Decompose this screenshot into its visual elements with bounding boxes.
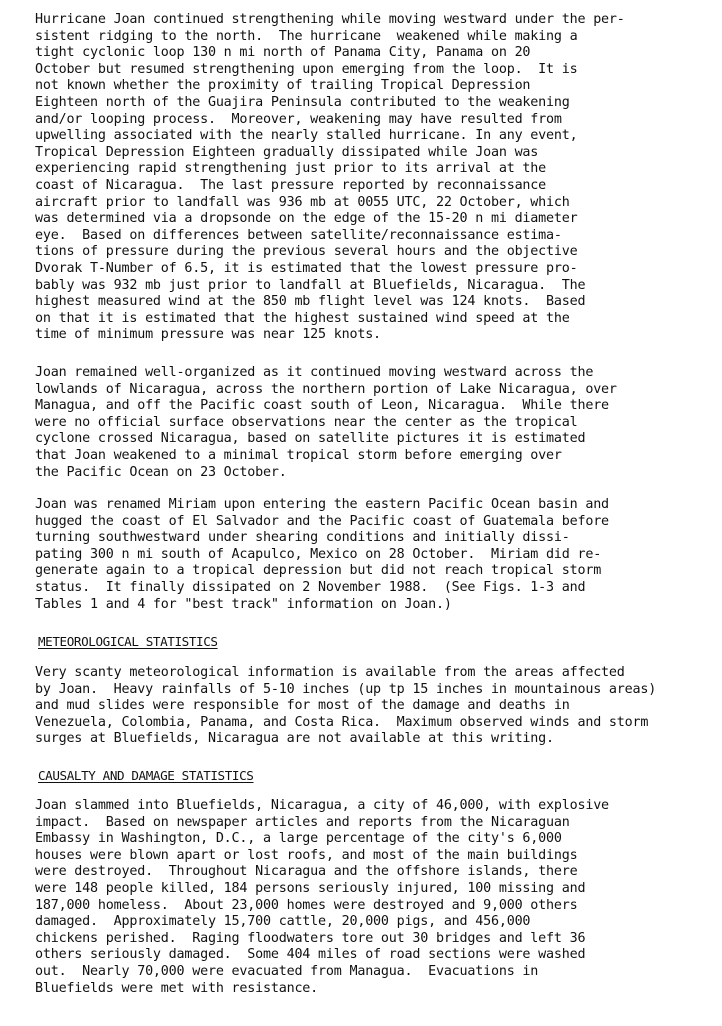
- text-line: damaged. Approximately 15,700 cattle, 20,000 pigs, and 456,000: [35, 914, 531, 930]
- text-line: tions of pressure during the previous several hours and the objective: [35, 244, 578, 260]
- text-line: were destroyed. Throughout Nicaragua and the offshore islands, there: [35, 864, 578, 880]
- text-line: by Joan. Heavy rainfalls of 5-10 inches (up tp 15 inches in mountainous areas): [35, 681, 657, 697]
- text-line: generate again to a tropical depression but did not reach tropical storm: [35, 563, 602, 579]
- text-line: highest measured wind at the 850 mb flight level was 124 knots. Based: [35, 294, 586, 310]
- paragraph-hurricane-strengthening: [35, 12, 625, 344]
- text-line: hugged the coast of El Salvador and the Pacific coast of Guatemala before: [35, 513, 609, 529]
- paragraph-bluefields-impact: [35, 798, 609, 997]
- text-line: sistent ridging to the north. The hurricane weakened while making a: [35, 28, 578, 44]
- paragraph-crossing-nicaragua: [35, 365, 617, 481]
- text-line: on that it is estimated that the highest sustained wind speed at the: [35, 310, 570, 326]
- text-line: tight cyclonic loop 130 n mi north of Panama City, Panama on 20: [35, 45, 531, 61]
- text-line: Bluefields were met with resistance.: [35, 980, 319, 996]
- text-line: the Pacific Ocean on 23 October.: [35, 464, 287, 480]
- text-line: houses were blown apart or lost roofs, and most of the main buildings: [35, 847, 578, 863]
- text-line: coast of Nicaragua. The last pressure reported by reconnaissance: [35, 177, 547, 193]
- text-line: bably was 932 mb just prior to landfall at Bluefields, Nicaragua. The: [35, 277, 586, 293]
- text-line: time of minimum pressure was near 125 knots.: [35, 327, 381, 343]
- text-line: not known whether the proximity of trailing Tropical Depression: [35, 78, 531, 94]
- text-line: Hurricane Joan continued strengthening while moving westward under the per-: [35, 12, 625, 27]
- text-line: out. Nearly 70,000 were evacuated from Managua. Evacuations in: [35, 963, 539, 979]
- text-line: eye. Based on differences between satellite/reconnaissance estima-: [35, 227, 562, 243]
- text-line: others seriously damaged. Some 404 miles of road sections were washed: [35, 947, 586, 963]
- text-line: that Joan weakened to a minimal tropical storm before emerging over: [35, 447, 562, 463]
- text-line: lowlands of Nicaragua, across the northern portion of Lake Nicaragua, over: [35, 381, 617, 397]
- text-line: Venezuela, Colombia, Panama, and Costa Rica. Maximum observed winds and storm: [35, 714, 649, 730]
- text-line: Embassy in Washington, D.C., a large percentage of the city's 6,000: [35, 831, 562, 847]
- text-line: impact. Based on newspaper articles and reports from the Nicaraguan: [35, 814, 570, 830]
- text-line: 187,000 homeless. About 23,000 homes were destroyed and 9,000 others: [35, 897, 578, 913]
- text-line: aircraft prior to landfall was 936 mb at 0055 UTC, 22 October, which: [35, 194, 570, 210]
- text-line: turning southwestward under shearing conditions and initially dissi-: [35, 530, 570, 546]
- text-line: Eighteen north of the Guajira Peninsula contributed to the weakening: [35, 94, 570, 110]
- heading-meteorological-statistics: METEOROLOGICAL STATISTICS: [38, 634, 218, 649]
- text-line: surges at Bluefields, Nicaragua are not available at this writing.: [35, 731, 554, 747]
- heading-casualty-damage-statistics: CAUSALTY AND DAMAGE STATISTICS: [38, 768, 254, 783]
- text-line: October but resumed strengthening upon emerging from the loop. It is: [35, 61, 578, 77]
- text-line: experiencing rapid strengthening just prior to its arrival at the: [35, 161, 547, 177]
- paragraph-renamed-miriam: [35, 497, 609, 613]
- paragraph-meteorological-info: [35, 665, 656, 748]
- text-line: status. It finally dissipated on 2 November 1988. (See Figs. 1-3 and: [35, 579, 586, 595]
- text-line: Very scanty meteorological information is available from the areas affected: [35, 665, 625, 680]
- text-line: and mud slides were responsible for most of the damage and deaths in: [35, 698, 570, 714]
- text-line: Joan remained well-organized as it continued moving westward across the: [35, 365, 594, 380]
- text-line: Dvorak T-Number of 6.5, it is estimated that the lowest pressure pro-: [35, 260, 578, 276]
- text-line: Tables 1 and 4 for "best track" information on Joan.): [35, 596, 452, 612]
- text-line: were no official surface observations near the center as the tropical: [35, 414, 578, 430]
- text-line: pating 300 n mi south of Acapulco, Mexico on 28 October. Miriam did re-: [35, 546, 602, 562]
- text-line: Managua, and off the Pacific coast south of Leon, Nicaragua. While there: [35, 398, 609, 414]
- text-line: were 148 people killed, 184 persons seriously injured, 100 missing and: [35, 880, 586, 896]
- text-line: cyclone crossed Nicaragua, based on satellite pictures it is estimated: [35, 431, 586, 447]
- text-line: Joan slammed into Bluefields, Nicaragua, a city of 46,000, with explosive: [35, 798, 609, 813]
- text-line: and/or looping process. Moreover, weakening may have resulted from: [35, 111, 562, 127]
- text-line: Joan was renamed Miriam upon entering the eastern Pacific Ocean basin and: [35, 497, 609, 512]
- text-line: was determined via a dropsonde on the edge of the 15-20 n mi diameter: [35, 211, 578, 227]
- text-line: upwelling associated with the nearly stalled hurricane. In any event,: [35, 128, 578, 144]
- text-line: Tropical Depression Eighteen gradually dissipated while Joan was: [35, 144, 539, 160]
- text-line: chickens perished. Raging floodwaters tore out 30 bridges and left 36: [35, 930, 586, 946]
